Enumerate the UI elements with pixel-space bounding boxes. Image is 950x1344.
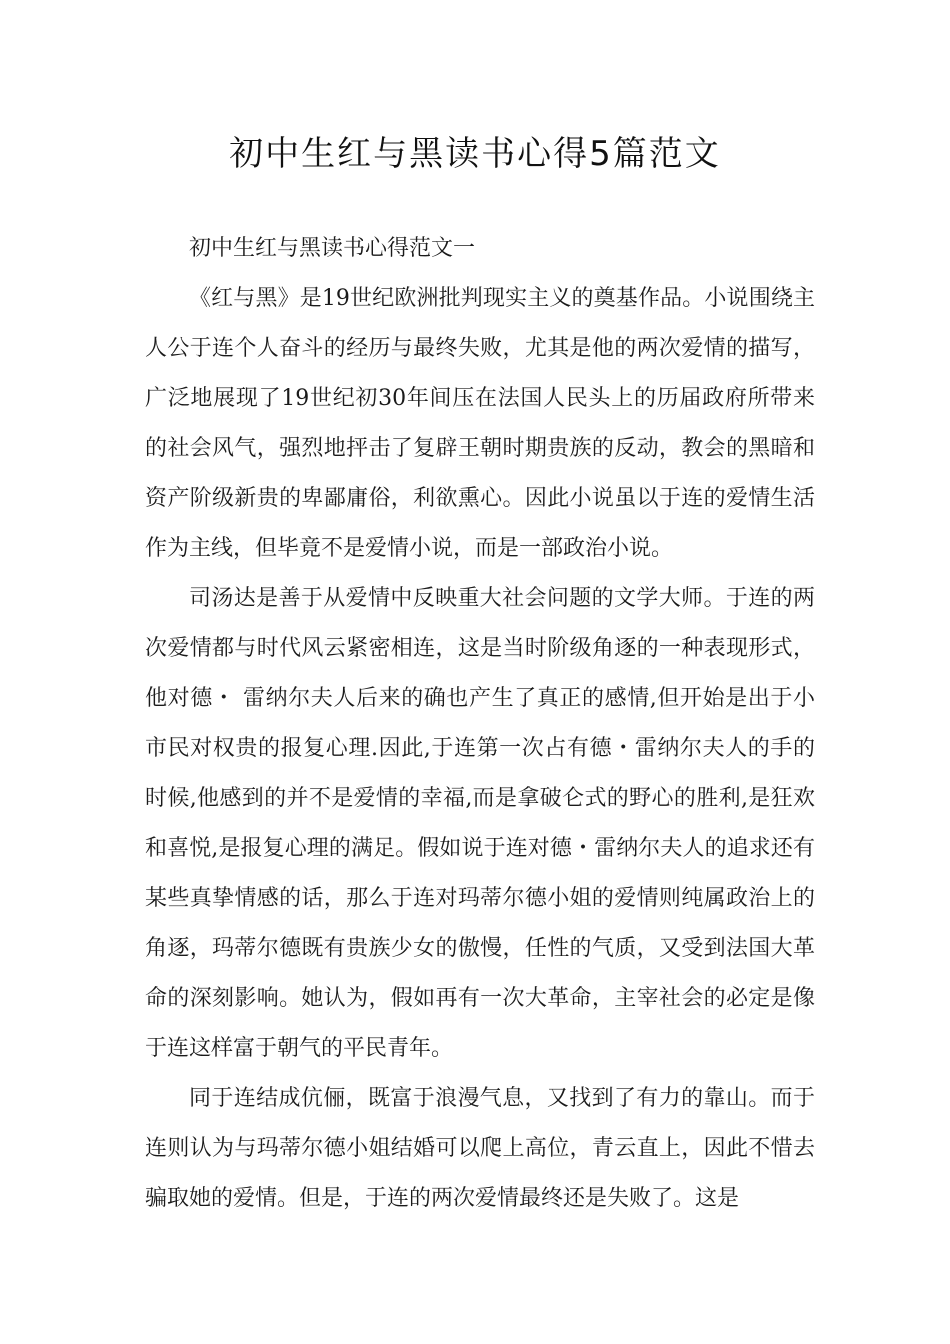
- paragraph-1: 《红与黑》是19世纪欧洲批判现实主义的奠基作品。小说围绕主人公于连个人奋斗的经历与最终失败，尤其是他的两次爱情的描写，广泛地展现了19世纪初30年间压在法国人民头上的历届政府所带来的社会风气，强烈地抨击了复辟王朝时期贵族的反动，教会的黑暗和资产阶级新贵的卑鄙庸俗，利欲熏心。因此小说虽以于连的爱情生活作为主线，但毕竟不是爱情小说，而是一部政治小说。: [145, 286, 815, 561]
- section-heading: 初中生红与黑读书心得范文一: [189, 236, 476, 261]
- document-title: 初中生红与黑读书心得5篇范文: [229, 134, 721, 174]
- paragraph-2: 司汤达是善于从爱情中反映重大社会问题的文学大师。于连的两次爱情都与时代风云紧密相连，这是当时阶级角逐的一种表现形式，他对德・ 雷纳尔夫人后来的确也产生了真正的感情,但开始是出于小市民对权贵的报复心理.因此,于连第一次占有德・雷纳尔夫人的手的时候,他感到的并不是爱情的幸福,而是拿破仑式的野心的胜利,是狂欢和喜悦,是报复心理的满足。假如说于连对德・雷纳尔夫人的追求还有某些真挚情感的话，那么于连对玛蒂尔德小姐的爱情则纯属政治上的角逐，玛蒂尔德既有贵族少女的傲慢，任性的气质，又受到法国大革命的深刻影响。她认为，假如再有一次大革命，主宰社会的必定是像于连这样富于朝气的平民青年。: [145, 586, 815, 1061]
- paragraph-3: 同于连结成伉俪，既富于浪漫气息，又找到了有力的靠山。而于连则认为与玛蒂尔德小姐结婚可以爬上高位，青云直上，因此不惜去骗取她的爱情。但是，于连的两次爱情最终还是失败了。这是: [145, 1086, 815, 1211]
- document-body: [145, 224, 815, 1224]
